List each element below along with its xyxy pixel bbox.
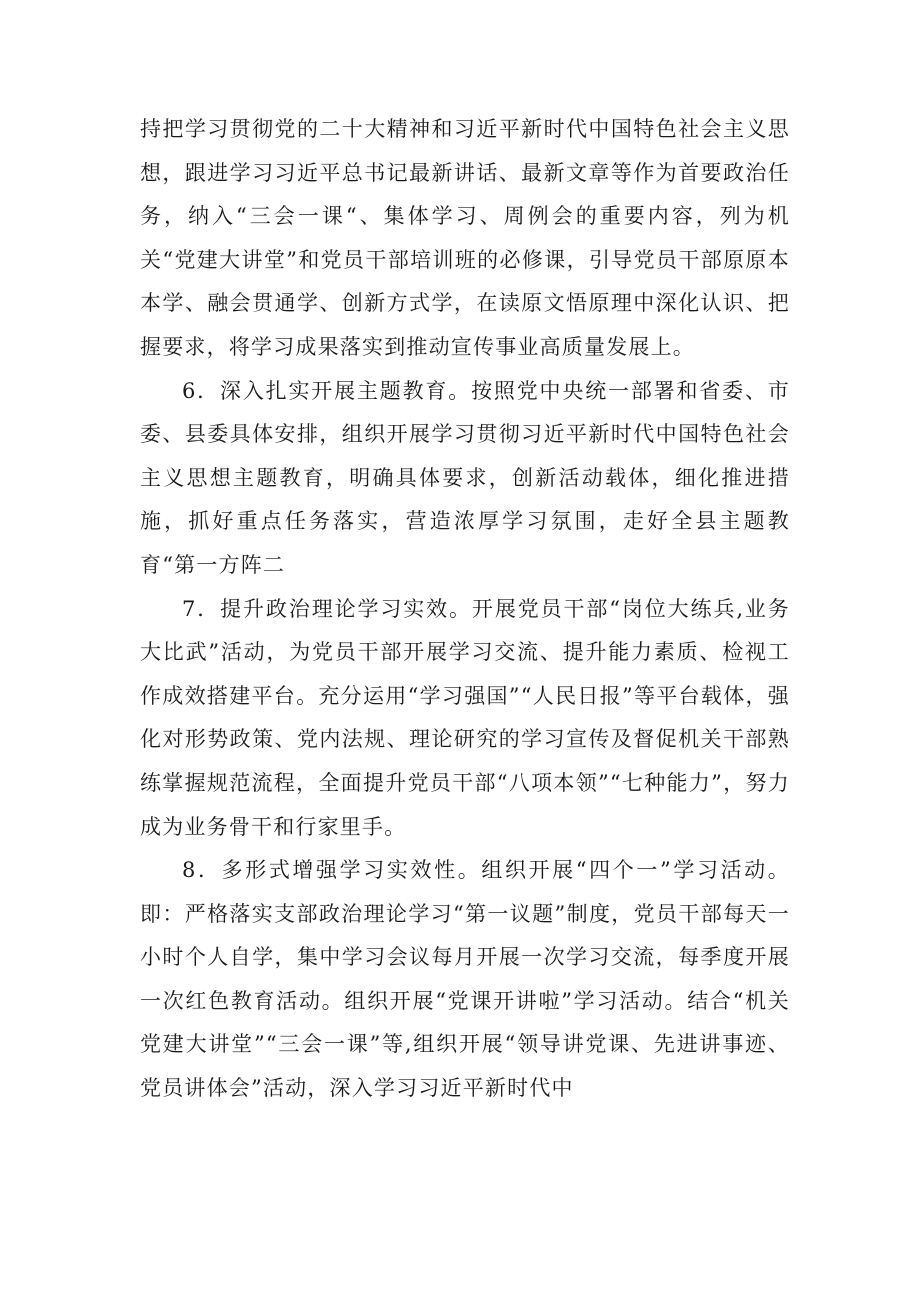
document-page [140,108,790,1111]
paragraph-item-7: 7．提升政治理论学习实效。开展党员干部“岗位大练兵,业务大比武”活动，为党员干部开展学习交流、提升能力素质、检视工作成效搭建平台。充分运用“学习强国”“人民日报”等平台载体，强化对形势政策、党内法规、理论研究的学习宣传及督促机关干部熟练掌握规范流程，全面提升党员干部“八项本领”“七种能力”，努力成为业务骨干和行家里手。 [140,596,790,839]
paragraph-item-8: 8．多形式增强学习实效性。组织开展“四个一”学习活动。即：严格落实支部政治理论学习“第一议题”制度，党员干部每天一小时个人自学，集中学习会议每月开展一次学习交流，每季度开展一次红色教育活动。组织开展“党课开讲啦”学习活动。结合“机关党建大讲堂”“三会一课”等,组织开展“领导讲党课、先进讲事迹、党员讲体会”活动，深入学习习近平新时代中 [140,858,790,1101]
paragraph-item-6: 6．深入扎实开展主题教育。按照党中央统一部署和省委、市委、县委具体安排，组织开展学习贯彻习近平新时代中国特色社会主义思想主题教育，明确具体要求，创新活动载体，细化推进措施，抓好重点任务落实，营造浓厚学习氛围，走好全县主题教育“第一方阵二 [140,378,790,577]
paragraph-continuation: 持把学习贯彻党的二十大精神和习近平新时代中国特色社会主义思想，跟进学习习近平总书记最新讲话、最新文章等作为首要政治任务，纳入“三会一课“、集体学习、周例会的重要内容，列为机关“党建大讲堂”和党员干部培训班的必修课，引导党员干部原原本本学、融会贯通学、创新方式学，在读原文悟原理中深化认识、把握要求，将学习成果落实到推动宣传事业高质量发展上。 [140,117,790,359]
